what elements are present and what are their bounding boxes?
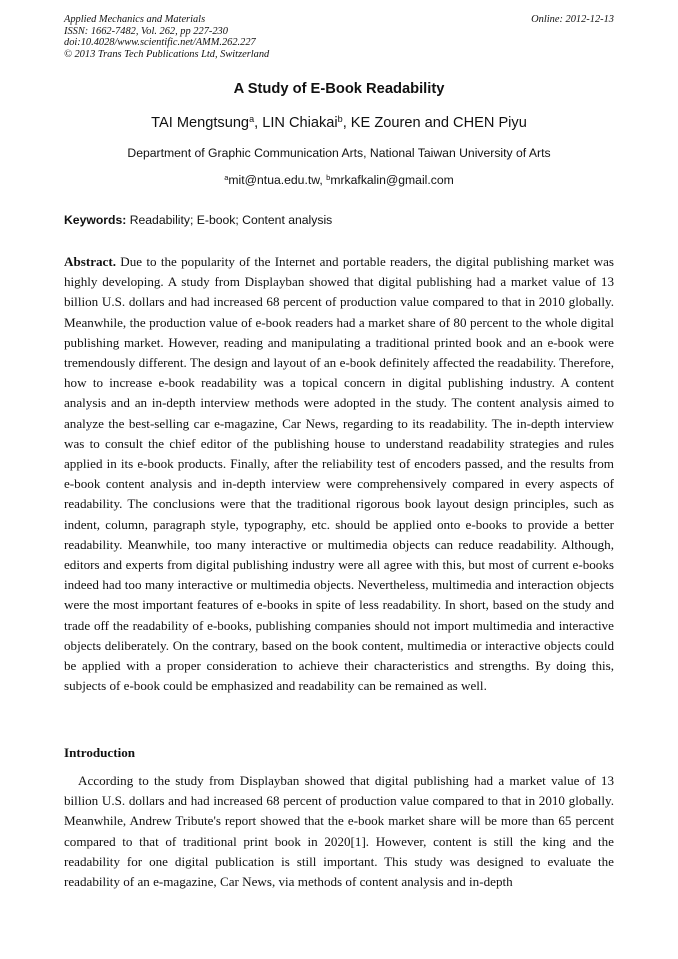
author-affil-mark: b xyxy=(337,114,343,125)
author-name: TAI Mengtsung xyxy=(151,115,250,131)
abstract-text: Due to the popularity of the Internet and portable readers, the digital publishing market was highly developing. A study from Displayban showed that digital publishing had a market value of 13 billion U.S. dollars and had increased 68 percent of production value compared to that in 2010 globally. Meanwhile, the production value of e-book readers had a market share of 80 percent to the whole digital publishing market. However, reading and manipulating a traditional printed book and an e-book were tremendously different. The design and layout of an e-book definitely affected the readability. Therefore, how to increase e-book readability was a topical concern in digital publishing industry. A content analysis and an in-depth interview methods were adopted in the study. The content analysis aimed to analyze the best-selling car e-magazine, Car News, regarding to its readability. The in-depth interview was to consult the chief editor of the publishing house to understand readability strategies and rules applied in its e-book products. Finally, after the reliability test of encoders passed, and the results from e-book content analysis and in-depth interview were comprehensively compared in every aspects of readability. The conclusions were that the traditional rigorous book layout design principles, such as indent, column, paragraph style, typography, etc. should be applied onto e-books to provide a better readability. Meanwhile, too many interactive or multimedia objects can reduce readability. Although, editors and experts from digital publishing industry were all agree with this, but most of current e-books indeed had too many interactive or multimedia objects. Nevertheless, multimedia and interaction objects were the most important features of e-books in spite of less readability. In short, based on the study and trade off the readability of e-books, publishing companies should not import multimedia and interactive objects deliberately. On the contrary, based on the book content, multimedia or interactive objects could be applied with a proper consideration to achieve their characteristics and strengths. By doing this, subjects of e-book could be emphasized and readability can be remained as well. xyxy=(64,254,614,694)
email-line xyxy=(0,173,678,187)
issn-line: ISSN: 1662-7482, Vol. 262, pp 227-230 xyxy=(64,25,228,37)
author-affil-mark: a xyxy=(249,114,255,125)
keywords-text: Readability; E-book; Content analysis xyxy=(126,213,333,227)
doi-line: doi:10.4028/www.scientific.net/AMM.262.227 xyxy=(64,37,256,48)
author-list xyxy=(0,115,678,131)
keywords-line xyxy=(64,213,614,227)
journal-name: Applied Mechanics and Materials xyxy=(64,14,206,25)
email-mark: b xyxy=(326,172,331,182)
introduction-paragraph: According to the study from Displayban showed that digital publishing had a market value of 13 billion U.S. dollars and had increased 68 percent of production value compared to that in 2010 globally. Meanwhile, Andrew Tribute's report showed that the e-book market share will be more than 65 percent compared to that of traditional print book in 2020[1]. However, content is still the king and the readability for one digital publication is still important. This study was designed to evaluate the readability of an e-magazine, Car News, via methods of content analysis and in-depth xyxy=(64,773,614,890)
author-name: LIN Chiakai xyxy=(262,115,338,131)
copyright-line: © 2013 Trans Tech Publications Ltd, Switzerland xyxy=(64,48,270,60)
paper-title: A Study of E-Book Readability xyxy=(233,81,445,97)
online-date-text: Online: 2012-12-13 xyxy=(531,14,614,25)
abstract-paragraph xyxy=(64,252,614,696)
introduction-heading: Introduction xyxy=(64,745,136,760)
author-separator: , xyxy=(254,115,263,131)
author-names-rest: , KE Zouren and CHEN Piyu xyxy=(342,115,527,131)
journal-header xyxy=(64,14,269,60)
email-address: mit@ntua.edu.tw, xyxy=(228,173,327,187)
keywords-label: Keywords: xyxy=(64,213,127,227)
online-date xyxy=(531,14,614,26)
email-address: mrkafkalin@gmail.com xyxy=(330,173,454,187)
email-mark: a xyxy=(224,172,229,182)
abstract-label: Abstract. xyxy=(64,254,116,269)
affiliation: Department of Graphic Communication Arts, National Taiwan University of Arts xyxy=(127,146,551,160)
